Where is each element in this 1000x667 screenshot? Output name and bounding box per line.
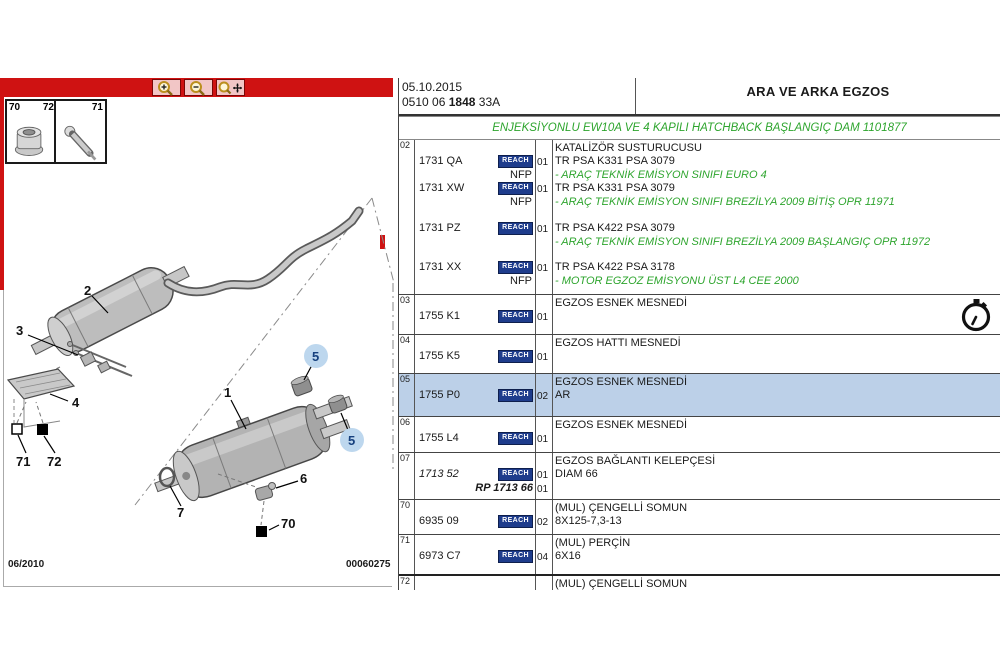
- quantity: 01: [537, 470, 549, 481]
- table-row-06[interactable]: [399, 417, 1000, 453]
- part-spec: TR PSA K422 PSA 3079: [555, 222, 675, 234]
- part-spec: TR PSA K331 PSA 3079: [555, 182, 675, 194]
- part-ref: 1731 XW: [419, 182, 465, 194]
- filled-square-72: [37, 424, 48, 435]
- part-description: EGZOS HATTI MESNEDİ: [555, 337, 681, 349]
- quantity: 01: [537, 434, 549, 445]
- part-description: EGZOS ESNEK MESNEDİ: [555, 297, 688, 309]
- row-number: 07: [400, 453, 411, 463]
- table-row-71[interactable]: [399, 535, 1000, 576]
- document-header: [399, 78, 1000, 116]
- callout-3[interactable]: 3: [16, 323, 24, 338]
- filled-square-70: [256, 526, 267, 537]
- zoom-pan-icon: [217, 80, 244, 96]
- table-row-07[interactable]: [399, 453, 1000, 500]
- exploded-diagram: [0, 97, 398, 585]
- part-description: EGZOS ESNEK MESNEDİ: [555, 419, 688, 431]
- callout-72[interactable]: 72: [47, 454, 62, 469]
- quantity: 04: [537, 552, 549, 563]
- zoom-controls: [152, 78, 245, 97]
- replacement-ref: RP 1713 66: [475, 482, 533, 494]
- part-ref: 6935 09: [419, 515, 459, 527]
- nfp-flag: NFP: [510, 196, 532, 208]
- document-reference: 0510 06 1848 33A: [402, 95, 501, 109]
- row-number: 02: [400, 140, 411, 150]
- callout-5: 5: [312, 349, 320, 364]
- inset-label: 71: [91, 102, 103, 113]
- quantity: 01: [537, 184, 549, 195]
- part-spec: TR PSA K331 PSA 3079: [555, 155, 675, 167]
- part-spec: 6X16: [555, 550, 581, 562]
- zoom-pan-button[interactable]: [216, 79, 245, 96]
- part-description: (MUL) ÇENGELLİ SOMUN: [555, 502, 688, 514]
- quantity: 02: [537, 517, 549, 528]
- rubber-grommet: [290, 375, 313, 397]
- row-number: 72: [400, 576, 411, 586]
- exhaust-pipe: [168, 211, 359, 292]
- emission-note: - MOTOR EGZOZ EMİSYONU ÜST L4 CEE 2000: [555, 275, 799, 287]
- part-ref: 1713 52: [419, 468, 459, 480]
- emission-note: - ARAÇ TEKNİK EMİSYON SINIFI BREZİLYA 2009 BAŞLANGIÇ OPR 11972: [555, 236, 931, 248]
- variant-subtitle: ENJEKSİYONLU EW10A VE 4 KAPILI HATCHBACK BAŞLANGIÇ DAM 1101877: [492, 122, 907, 134]
- stopwatch-icon: [958, 297, 994, 333]
- variant-subtitle-band: [399, 116, 1000, 140]
- reach-badge[interactable]: REACH: [498, 310, 533, 323]
- row-number: 06: [400, 417, 411, 427]
- part-spec: AR: [555, 389, 571, 401]
- reach-badge[interactable]: REACH: [498, 350, 533, 363]
- part-ref: 1731 XX: [419, 261, 462, 273]
- table-row-70[interactable]: [399, 500, 1000, 535]
- table-row-02[interactable]: [399, 140, 1000, 295]
- part-description: (MUL) ÇENGELLİ SOMUN: [555, 578, 688, 590]
- emission-note: - ARAÇ TEKNİK EMİSYON SINIFI EURO 4: [555, 169, 767, 181]
- table-row-03[interactable]: [399, 295, 1000, 335]
- callout-2[interactable]: 2: [84, 283, 92, 298]
- quantity: 01: [537, 263, 549, 274]
- callout-1[interactable]: 1: [224, 385, 232, 400]
- page-title: ARA VE ARKA EGZOS: [746, 84, 890, 99]
- part-ref: 1755 P0: [419, 389, 460, 401]
- quantity: 02: [537, 391, 549, 402]
- row-number: 05: [400, 374, 411, 384]
- table-row-05-selected[interactable]: [399, 374, 1000, 417]
- callout-71[interactable]: 71: [16, 454, 31, 469]
- callout-70[interactable]: 70: [281, 516, 296, 531]
- reach-badge[interactable]: REACH: [498, 550, 533, 563]
- part-ref: 1731 PZ: [419, 222, 461, 234]
- part-ref: 6973 C7: [419, 550, 461, 562]
- emission-note: - ARAÇ TEKNİK EMİSYON SINIFI BREZİLYA 2009 BİTİŞ OPR 11971: [555, 196, 895, 208]
- part-ref: 1755 L4: [419, 432, 459, 444]
- diagram-panel: [0, 78, 398, 590]
- row-number: 04: [400, 335, 411, 345]
- open-square-71: [12, 424, 22, 434]
- inset-label: 70: [9, 102, 21, 113]
- reach-badge[interactable]: REACH: [498, 515, 533, 528]
- diagram-date: 06/2010: [8, 559, 45, 570]
- part-description: EGZOS ESNEK MESNEDİ: [555, 376, 688, 388]
- inset-label: 72: [42, 102, 54, 113]
- table-row-72[interactable]: [399, 576, 1000, 590]
- reach-badge[interactable]: REACH: [498, 468, 533, 481]
- table-row-04[interactable]: [399, 335, 1000, 374]
- diagram-number: 00060275: [346, 559, 391, 570]
- part-ref: 1731 QA: [419, 155, 463, 167]
- reach-badge[interactable]: REACH: [498, 432, 533, 445]
- quantity: 01: [537, 312, 549, 323]
- quantity: 01: [537, 224, 549, 235]
- part-description: (MUL) PERÇİN: [555, 537, 631, 549]
- nfp-flag: NFP: [510, 169, 532, 181]
- part-ref: 1755 K1: [419, 310, 460, 322]
- zoom-out-icon: [186, 80, 212, 96]
- part-ref: 1755 K5: [419, 350, 460, 362]
- part-spec: DIAM 66: [555, 468, 598, 480]
- reach-badge[interactable]: REACH: [498, 155, 533, 168]
- reach-badge[interactable]: REACH: [498, 261, 533, 274]
- panel-border: [3, 586, 392, 587]
- part-description: KATALİZÖR SUSTURUCUSU: [555, 142, 702, 154]
- row-number: 70: [400, 500, 411, 510]
- callout-4[interactable]: 4: [72, 395, 80, 410]
- document-date: 05.10.2015: [402, 80, 463, 94]
- row-number: 71: [400, 535, 411, 545]
- middle-silencer: [24, 252, 197, 369]
- part-spec: 8X125-7,3-13: [555, 515, 622, 527]
- part-spec: TR PSA K422 PSA 3178: [555, 261, 675, 273]
- callout-5: 5: [348, 433, 356, 448]
- zoom-in-icon: [154, 80, 180, 96]
- zoom-in-button[interactable]: [152, 79, 181, 96]
- reach-badge[interactable]: REACH: [498, 222, 533, 235]
- heat-shield: [8, 369, 74, 427]
- part-description: EGZOS BAĞLANTI KELEPÇESİ: [555, 455, 716, 467]
- fastener-markers: [12, 402, 55, 453]
- callout-6[interactable]: 6: [300, 471, 308, 486]
- quantity: 01: [537, 157, 549, 168]
- reach-badge[interactable]: REACH: [498, 389, 533, 402]
- callout-7[interactable]: 7: [177, 505, 185, 520]
- row-number: 03: [400, 295, 411, 305]
- parts-table-panel: [398, 78, 1000, 590]
- nfp-flag: NFP: [510, 275, 532, 287]
- panel-border: [3, 290, 4, 586]
- quantity: 01: [537, 352, 549, 363]
- quantity: 01: [537, 484, 549, 495]
- reach-badge[interactable]: REACH: [498, 182, 533, 195]
- zoom-out-button[interactable]: [184, 79, 213, 96]
